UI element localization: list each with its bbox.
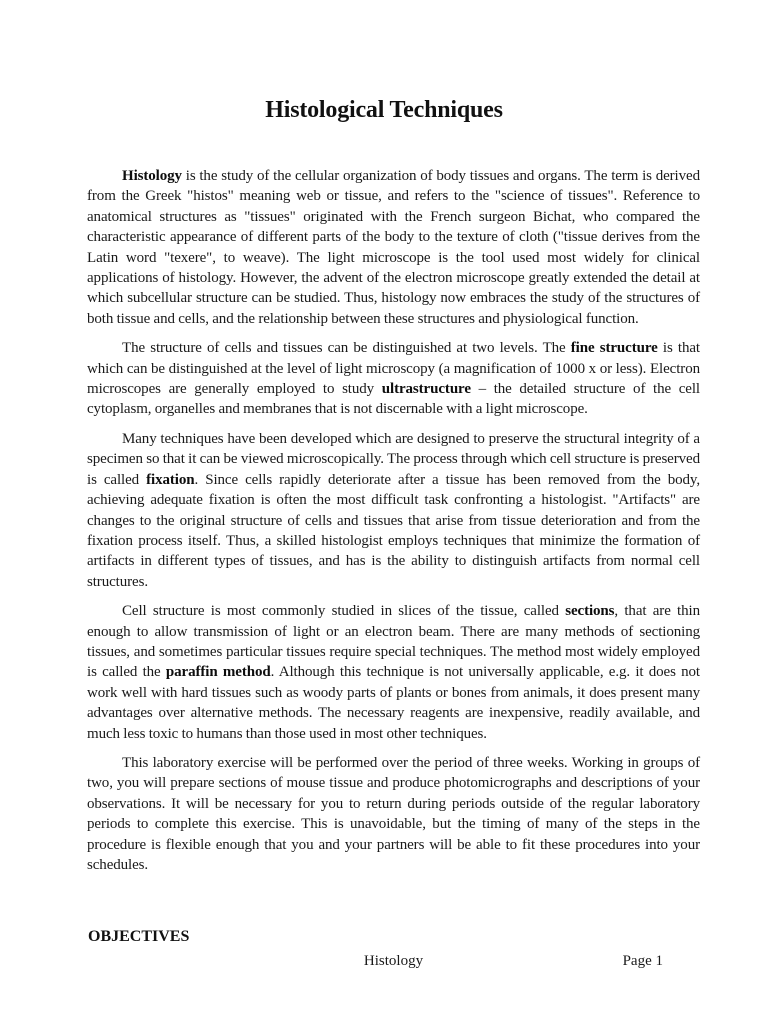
- text-run: is that which can be distinguished at the level of light microscopy (a magnification of 1000 x or less). Electron microscopes are generally employed to study: [87, 340, 700, 398]
- bold-text-run: Histology: [122, 168, 182, 184]
- paragraph: [87, 429, 700, 592]
- paragraph: [87, 166, 700, 329]
- bold-text-run: paraffin method: [165, 664, 271, 681]
- document-title: Histological Techniques: [265, 97, 503, 123]
- footer-document-name: Histology: [363, 953, 424, 969]
- text-run: . Although this technique is not universally applicable, e.g. it does not work well with hard tissues such as woody parts of plants or bones from animals, it does present many advantages over alternative methods. The necessary reagents are inexpensive, readily available, and much less toxic to humans than those used in most other techniques.: [87, 664, 700, 742]
- bold-text-run: ultrastructure: [381, 381, 471, 398]
- footer-page-number: Page 1: [622, 953, 663, 969]
- bold-text-run: fixation: [146, 471, 195, 488]
- paragraph: [87, 601, 700, 744]
- text-run: Many techniques have been developed which are designed to preserve the structural integrity of a specimen so that it can be viewed microscopically. The process through which cell structure is preserved is called: [87, 430, 700, 488]
- text-run: The structure of cells and tissues can be distinguished at two levels. The: [122, 340, 571, 357]
- paragraph: [87, 338, 700, 420]
- text-run: – the detailed structure of the cell cytoplasm, organelles and membranes that is not discernable with a light microscope.: [87, 381, 700, 418]
- bold-text-run: fine structure: [570, 340, 658, 357]
- bold-text-run: sections: [565, 603, 615, 620]
- text-run: . Since cells rapidly deteriorate after a tissue has been removed from the body, achieving adequate fixation is often the most difficult task confronting a histologist. "Artifacts" are changes to the original structure of cells and tissues that arise from tissue deterioration and from the fixation process itself. Thus, a skilled histologist employs techniques that minimize the formation of artifacts in different types of tissues, and has is the ability to distinguish artifacts from normal cell structures.: [87, 471, 700, 590]
- paragraph: [87, 753, 700, 875]
- document-body: [87, 166, 700, 884]
- page-footer: [87, 953, 700, 970]
- text-run: This laboratory exercise will be performed over the period of three weeks. Working in groups of two, you will prepare sections of mouse tissue and produce photomicrographs and descriptions of your observations. It will be necessary for you to return during periods outside of the regular laboratory periods to complete this exercise. This is unavoidable, but the timing of many of the steps in the procedure is flexible enough that you and your partners will be able to fit these procedures into your schedules.: [87, 754, 700, 873]
- text-run: is the study of the cellular organization of body tissues and organs. The term is derived from the Greek "histos" meaning web or tissue, and refers to the "science of tissues". Reference to anatomical structures as "tissues" originated with the French surgeon Bichat, who compared the characteristic appearance of different parts of the body to the texture of cloth ("tissue derives from the Latin word "texere", to weave). The light microscope is the tool used most widely for clinical applications of histology. However, the advent of the electron microscope greatly extended the detail at which subcellular structure can be studied. Thus, histology now embraces the study of the structures of both tissue and cells, and the relationship between these structures and physiological function.: [87, 168, 700, 327]
- text-run: , that are thin enough to allow transmission of light or an electron beam. There are many methods of sectioning tissues, and sometimes particular tissues require special techniques. The method most widely employed is called the: [87, 603, 700, 681]
- text-run: Cell structure is most commonly studied in slices of the tissue, called: [122, 603, 566, 620]
- section-heading-objectives: OBJECTIVES: [88, 928, 190, 945]
